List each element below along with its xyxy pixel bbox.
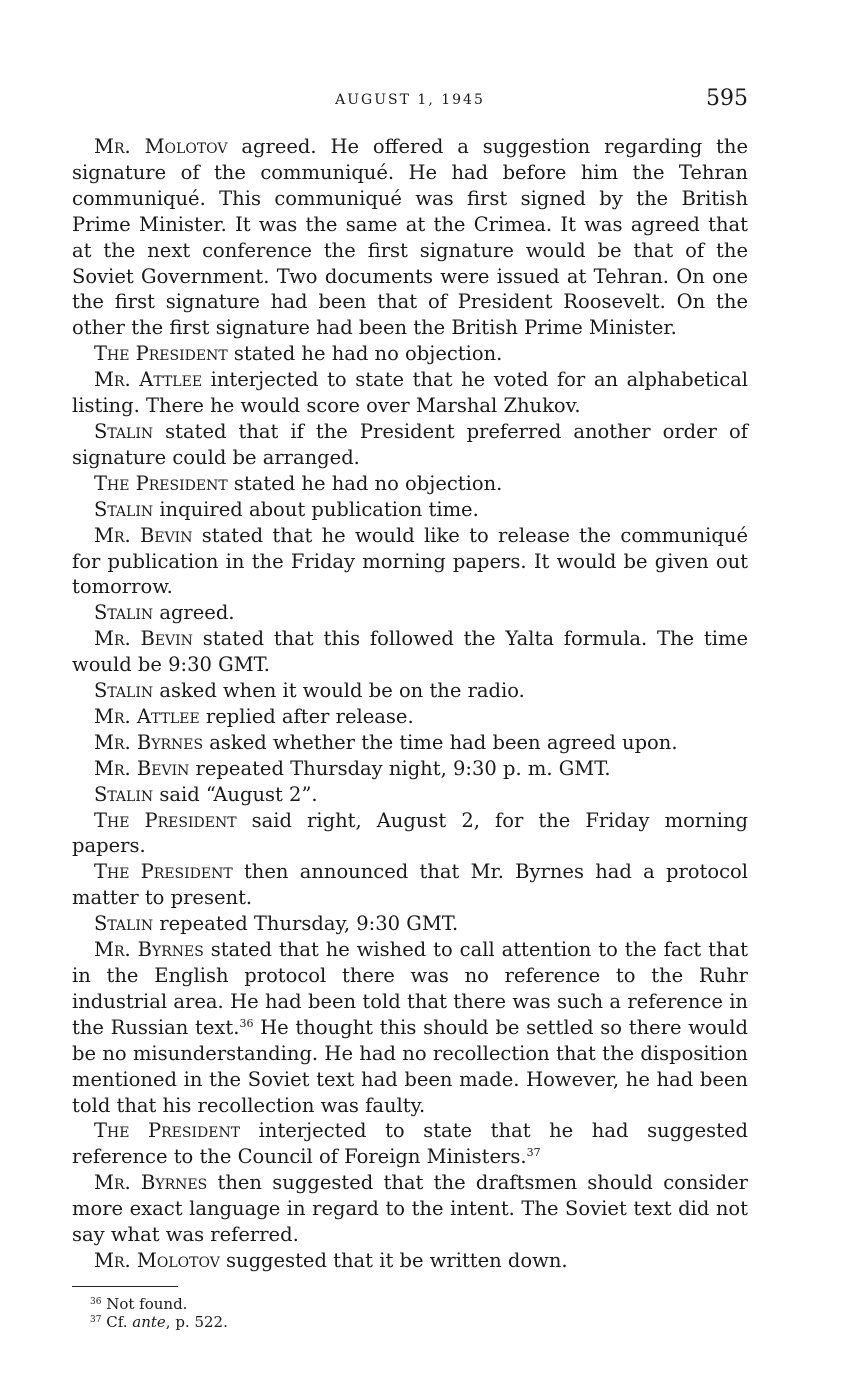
paragraph-text: stated that he would like to release the communiqué for publication in the Friday morning papers. It would be given out tomorrow. xyxy=(72,523,748,599)
paragraph-text: stated that if the President preferred another order of signature could be arranged. xyxy=(72,419,748,469)
speaker-name: Mr. Bevin xyxy=(94,523,193,547)
speaker-name: Mr. Bevin xyxy=(94,756,190,780)
paragraph xyxy=(72,600,748,626)
footnote-number: 36 xyxy=(90,1296,102,1307)
paragraph xyxy=(72,782,748,808)
paragraph-text: stated he had no objection. xyxy=(227,471,503,495)
body-text xyxy=(72,134,748,1274)
footnote-text: Cf. xyxy=(101,1312,133,1331)
speaker-name: The President xyxy=(94,471,228,495)
paragraph-text: asked whether the time had been agreed upon. xyxy=(203,730,678,754)
paragraph xyxy=(72,523,748,601)
paragraph xyxy=(72,1170,748,1248)
speaker-name: Mr. Byrnes xyxy=(94,730,204,754)
speaker-name: Stalin xyxy=(94,782,154,806)
paragraph xyxy=(72,756,748,782)
speaker-name: Mr. Byrnes xyxy=(94,1171,208,1195)
speaker-name: Stalin xyxy=(94,679,154,703)
footnote xyxy=(72,1295,748,1313)
footnotes xyxy=(72,1295,748,1331)
speaker-name: The President xyxy=(94,1119,241,1143)
paragraph-text: agreed. He offered a suggestion regarding the signature of the communiqué. He had before him the Tehran communiqué. This communiqué was first signed by the British Prime Minister. It was the same at the Crimea. It was agreed that at the next conference the first signature would be that of the Soviet Government. Two documents were issued at Tehran. On one the first signature had been that of President Roosevelt. On the other the first signature had been the British Prime Minister. xyxy=(72,135,748,340)
paragraph xyxy=(72,626,748,678)
paragraph-text: then announced that Mr. Byrnes had a protocol matter to present. xyxy=(72,860,748,910)
speaker-name: The President xyxy=(94,808,237,832)
paragraph xyxy=(72,134,748,341)
speaker-name: Mr. Attlee xyxy=(94,704,200,728)
speaker-name: Mr. Molotov xyxy=(94,1248,220,1272)
paragraph-text: interjected to state that he had suggested reference to the Council of Foreign Ministers. xyxy=(72,1119,748,1169)
paragraph xyxy=(72,937,748,1118)
paragraph xyxy=(72,911,748,937)
footnote xyxy=(72,1313,748,1331)
paragraph xyxy=(72,1248,748,1274)
speaker-name: Mr. Byrnes xyxy=(94,938,204,962)
paragraph xyxy=(72,471,748,497)
footnote-text: , p. 522. xyxy=(165,1312,228,1331)
paragraph-text: stated that this followed the Yalta formula. The time would be 9:30 GMT. xyxy=(72,627,748,677)
paragraph-text: He thought this should be settled so there would be no misunderstanding. He had no recollection that the disposition mentioned in the Soviet text had been made. However, he had been told that his recollection was faulty. xyxy=(72,1015,748,1117)
footnote-ref: 37 xyxy=(526,1146,541,1160)
paragraph-text: interjected to state that he voted for an alphabetical listing. There he would score over Marshal Zhukov. xyxy=(72,368,748,418)
speaker-name: The President xyxy=(94,860,233,884)
speaker-name: Stalin xyxy=(94,419,154,443)
paragraph xyxy=(72,1118,748,1170)
paragraph xyxy=(72,419,748,471)
speaker-name: Stalin xyxy=(94,497,154,521)
paragraph-text: agreed. xyxy=(153,601,235,625)
footnote-ref: 36 xyxy=(239,1016,254,1030)
paragraph xyxy=(72,497,748,523)
paragraph xyxy=(72,859,748,911)
paragraph xyxy=(72,341,748,367)
footnote-divider xyxy=(72,1286,178,1287)
paragraph xyxy=(72,730,748,756)
paragraph-text: said right, August 2, for the Friday morning papers. xyxy=(72,808,748,858)
paragraph xyxy=(72,367,748,419)
document-page xyxy=(72,84,748,1331)
paragraph-text: repeated Thursday, 9:30 GMT. xyxy=(153,912,459,936)
paragraph-text: inquired about publication time. xyxy=(153,497,479,521)
paragraph-text: stated that he wished to call attention to the fact that in the English protocol there was no reference to the Ruhr industrial area. He had been told that there was such a reference in the Russian text. xyxy=(72,938,748,1039)
footnote-number: 37 xyxy=(90,1314,102,1325)
paragraph-text: asked when it would be on the radio. xyxy=(153,679,525,703)
paragraph-text: suggested that it be written down. xyxy=(219,1248,568,1272)
running-head: AUGUST 1, 1945 xyxy=(335,92,485,108)
speaker-name: Mr. Bevin xyxy=(94,627,193,651)
paragraph-text: repeated Thursday night, 9:30 p. m. GMT. xyxy=(189,756,611,780)
paragraph xyxy=(72,808,748,860)
paragraph-text: said “August 2”. xyxy=(153,782,318,806)
footnote-italic: ante xyxy=(132,1312,166,1331)
paragraph xyxy=(72,704,748,730)
footnote-text: Not found. xyxy=(101,1294,188,1313)
speaker-name: Mr. Molotov xyxy=(94,135,228,158)
speaker-name: Mr. Attlee xyxy=(94,368,203,392)
page-number: 595 xyxy=(706,86,748,111)
paragraph-text: then suggested that the draftsmen should consider more exact language in regard to the intent. The Soviet text did not say what was referred. xyxy=(72,1171,748,1247)
paragraph-text: stated he had no objection. xyxy=(227,342,503,366)
page-header xyxy=(72,84,748,124)
paragraph xyxy=(72,678,748,704)
paragraph-text: replied after release. xyxy=(199,704,414,728)
speaker-name: The President xyxy=(94,342,228,366)
speaker-name: Stalin xyxy=(94,601,154,625)
speaker-name: Stalin xyxy=(94,912,154,936)
